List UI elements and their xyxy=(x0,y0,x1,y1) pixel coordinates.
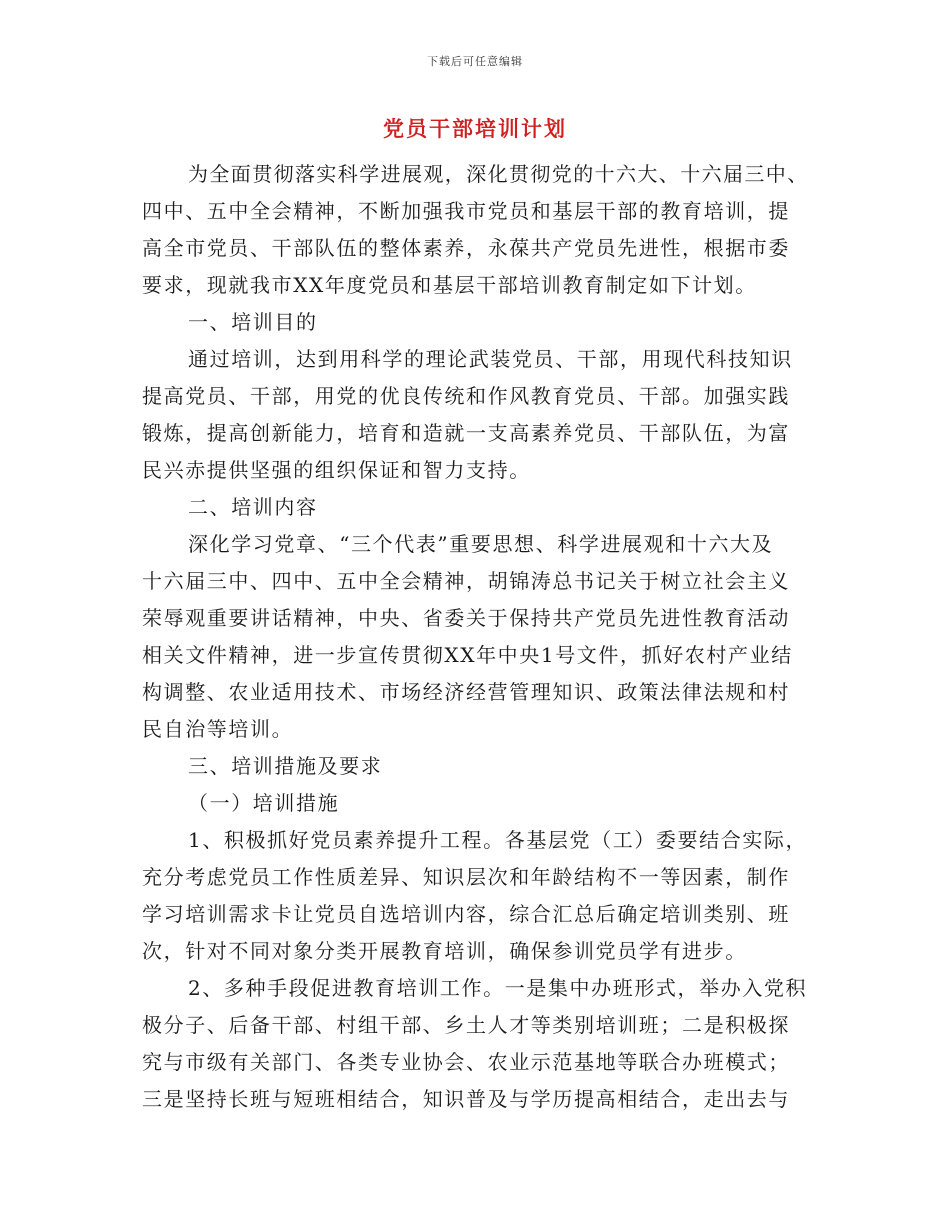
body-line: 构调整、农业适用技术、市场经济经营管理知识、政策法律法规和村 xyxy=(142,680,790,704)
body-line: 民兴赤提供坚强的组织保证和智力支持。 xyxy=(142,458,531,482)
body-line: 要求，现就我市XX年度党员和基层干部培训教育制定如下计划。 xyxy=(142,273,757,297)
section-heading: 三、培训措施及要求 xyxy=(188,754,383,778)
body-line: 提高党员、干部，用党的优良传统和作风教育党员、干部。加强实践 xyxy=(142,384,790,408)
page-header-note: 下载后可任意编辑 xyxy=(427,55,523,68)
body-line: 深化学习党章、“三个代表”重要思想、科学进展观和十六大及 xyxy=(188,532,774,556)
document-body xyxy=(142,156,810,1118)
body-line: 充分考虑党员工作性质差异、知识层次和年龄结构不一等因素，制作 xyxy=(142,865,790,889)
body-line: 民自治等培训。 xyxy=(142,717,294,741)
body-line: 十六届三中、四中、五中全会精神，胡锦涛总书记关于树立社会主义 xyxy=(142,569,790,593)
body-line: 四中、五中全会精神，不断加强我市党员和基层干部的教育培训，提 xyxy=(142,199,790,223)
document-title: 党员干部培训计划 xyxy=(383,116,567,141)
body-line: 荣辱观重要讲话精神，中央、省委关于保持共产党员先进性教育活动 xyxy=(142,606,790,630)
body-line: 相关文件精神，进一步宣传贯彻XX年中央1号文件，抓好农村产业结 xyxy=(142,643,793,667)
body-line: 极分子、后备干部、村组干部、乡土人才等类别培训班；二是积极探 xyxy=(142,1013,790,1037)
body-line: 2、多种手段促进教育培训工作。一是集中办班形式，举办入党积 xyxy=(188,976,808,1000)
body-line: 究与市级有关部门、各类专业协会、农业示范基地等联合办班模式； xyxy=(142,1050,790,1074)
body-line: 通过培训，达到用科学的理论武装党员、干部，用现代科技知识 xyxy=(188,347,793,371)
body-line: 锻炼，提高创新能力，培育和造就一支高素养党员、干部队伍，为富 xyxy=(142,421,790,445)
section-heading: 一、培训目的 xyxy=(188,310,318,334)
body-line: 学习培训需求卡让党员自选培训内容，综合汇总后确定培训类别、班 xyxy=(142,902,790,926)
body-line: 高全市党员、干部队伍的整体素养，永葆共产党员先进性，根据市委 xyxy=(142,236,790,260)
body-line: 三是坚持长班与短班相结合，知识普及与学历提高相结合，走出去与 xyxy=(142,1087,790,1111)
section-heading: 二、培训内容 xyxy=(188,495,318,519)
body-line: 为全面贯彻落实科学进展观，深化贯彻党的十六大、十六届三中、 xyxy=(188,162,809,186)
body-line: 次，针对不同对象分类开展教育培训，确保参训党员学有进步。 xyxy=(142,939,747,963)
subsection-heading: （一）培训措施 xyxy=(188,791,340,815)
body-line: 1、积极抓好党员素养提升工程。各基层党（工）委要结合实际， xyxy=(188,828,808,852)
